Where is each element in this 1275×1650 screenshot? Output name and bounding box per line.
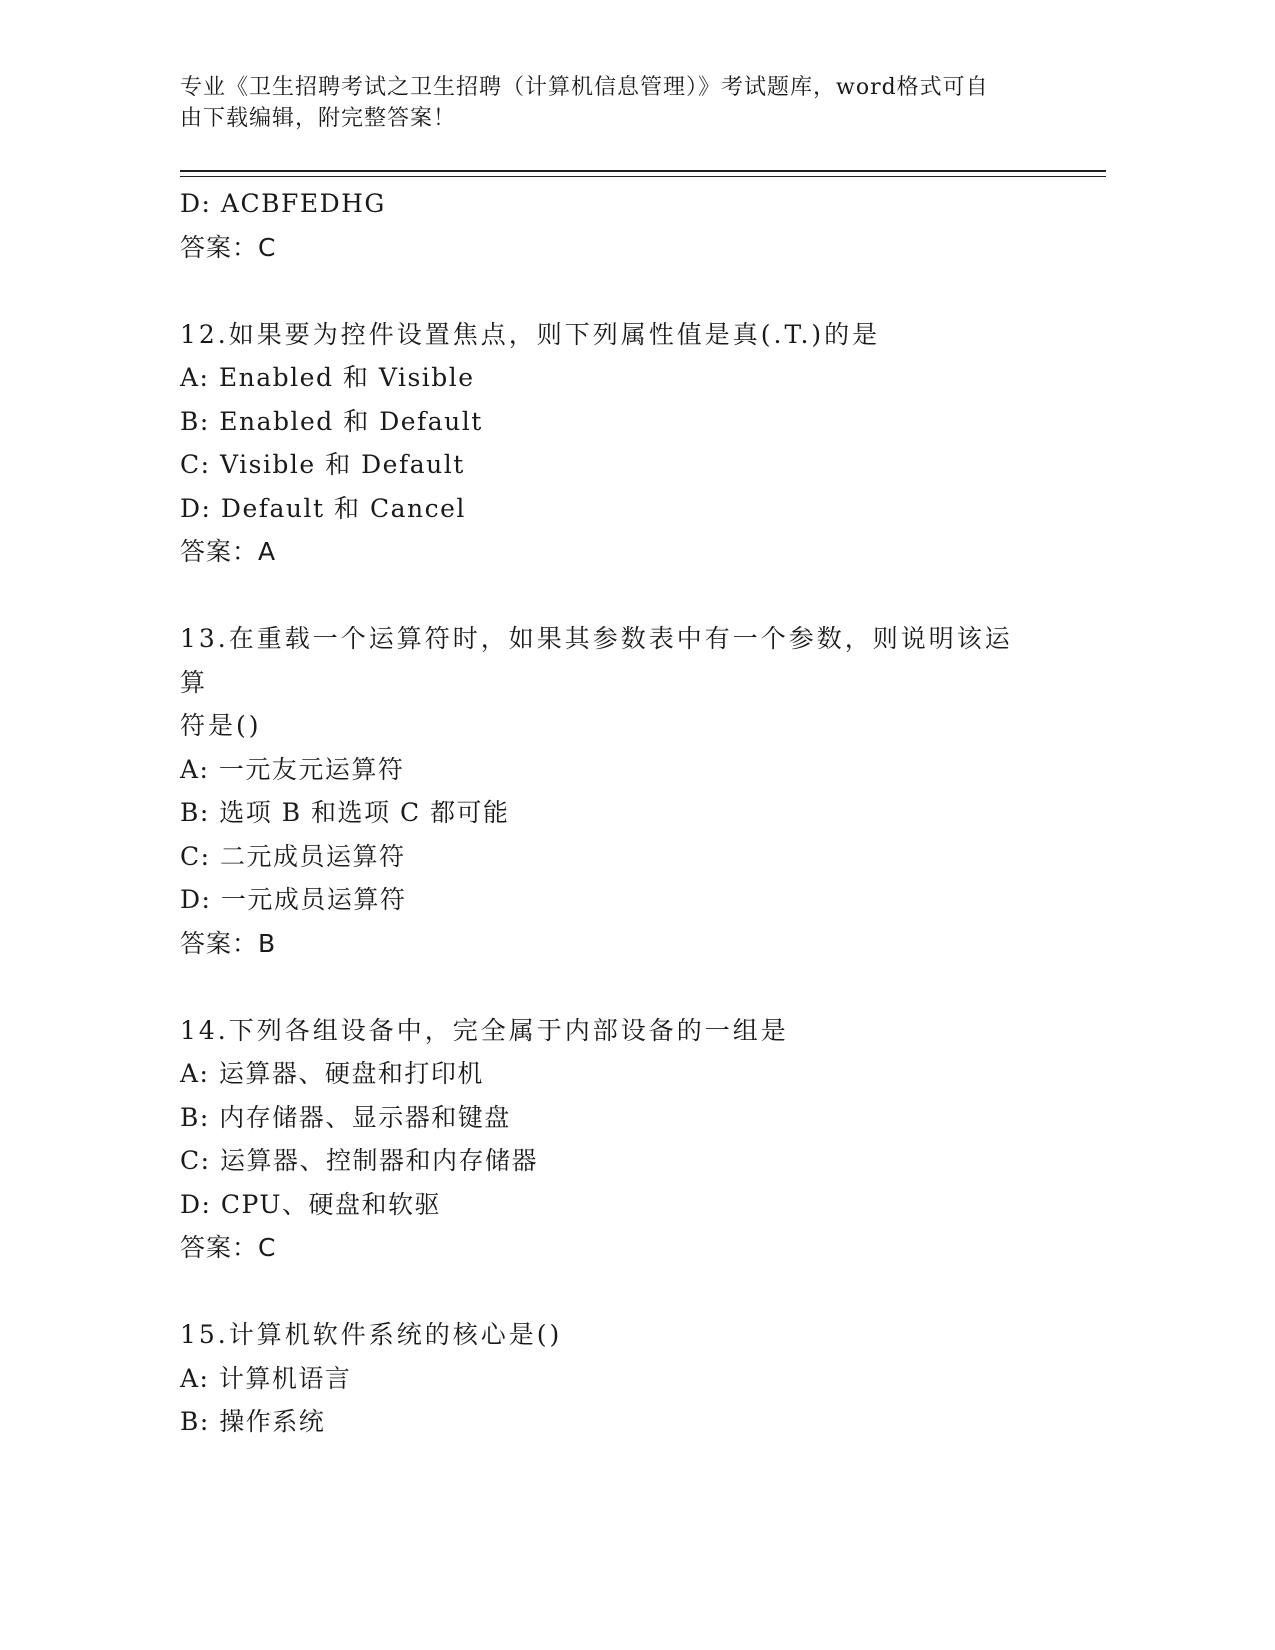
answer-line: 答案：C xyxy=(180,232,277,262)
question-12 xyxy=(180,313,1060,574)
option-a: A: 运算器、硬盘和打印机 xyxy=(180,1059,484,1088)
answer-line: 答案：B xyxy=(180,928,277,958)
answer-line: 答案：C xyxy=(180,1233,277,1262)
question-14 xyxy=(180,1009,1060,1270)
question-stem-line-1: 13.在重载一个运算符时，如果其参数表中有一个参数，则说明该运算 xyxy=(180,624,1013,697)
question-stem: 12.如果要为控件设置焦点，则下列属性值是真(.T.)的是 xyxy=(180,319,881,349)
spacer xyxy=(180,1270,1060,1314)
option-b: B: Enabled 和 Default xyxy=(180,406,483,436)
question-15 xyxy=(180,1313,1060,1444)
option-a: A: 计算机语言 xyxy=(180,1363,352,1393)
question-stem: 14.下列各组设备中，完全属于内部设备的一组是 xyxy=(180,1015,789,1045)
option-d: D: Default 和 Cancel xyxy=(180,493,466,523)
option-b: B: 选项 B 和选项 C 都可能 xyxy=(180,798,510,827)
option-b: B: 内存储器、显示器和键盘 xyxy=(180,1102,511,1132)
header-line-2: 由下载编辑，附完整答案！ xyxy=(180,106,457,131)
question-stem: 15.计算机软件系统的核心是() xyxy=(180,1320,563,1349)
option-c: C: Visible 和 Default xyxy=(180,450,465,479)
option-b: B: 操作系统 xyxy=(180,1407,326,1436)
question-13 xyxy=(180,617,1060,965)
question-stem-line-2: 符是() xyxy=(180,711,262,740)
question-prev xyxy=(180,182,1060,269)
header-rule-thick xyxy=(180,170,1106,172)
option-a: A: Enabled 和 Visible xyxy=(180,363,475,392)
document-header xyxy=(180,72,1040,134)
option-d: D: 一元成员运算符 xyxy=(180,885,407,914)
header-rule-thin xyxy=(180,176,1106,177)
answer-line: 答案：A xyxy=(180,537,277,566)
question-list xyxy=(180,182,1060,1444)
header-line-1: 专业《卫生招聘考试之卫生招聘（计算机信息管理）》考试题库，word格式可自 xyxy=(180,75,989,100)
option-a: A: 一元友元运算符 xyxy=(180,754,405,784)
spacer xyxy=(180,574,1060,618)
spacer xyxy=(180,965,1060,1009)
option-d: D: CPU、硬盘和软驱 xyxy=(180,1189,441,1219)
option-c: C: 二元成员运算符 xyxy=(180,841,406,871)
option-c: C: 运算器、控制器和内存储器 xyxy=(180,1146,538,1175)
option-d: D: ACBFEDHG xyxy=(180,189,386,218)
spacer xyxy=(180,269,1060,313)
